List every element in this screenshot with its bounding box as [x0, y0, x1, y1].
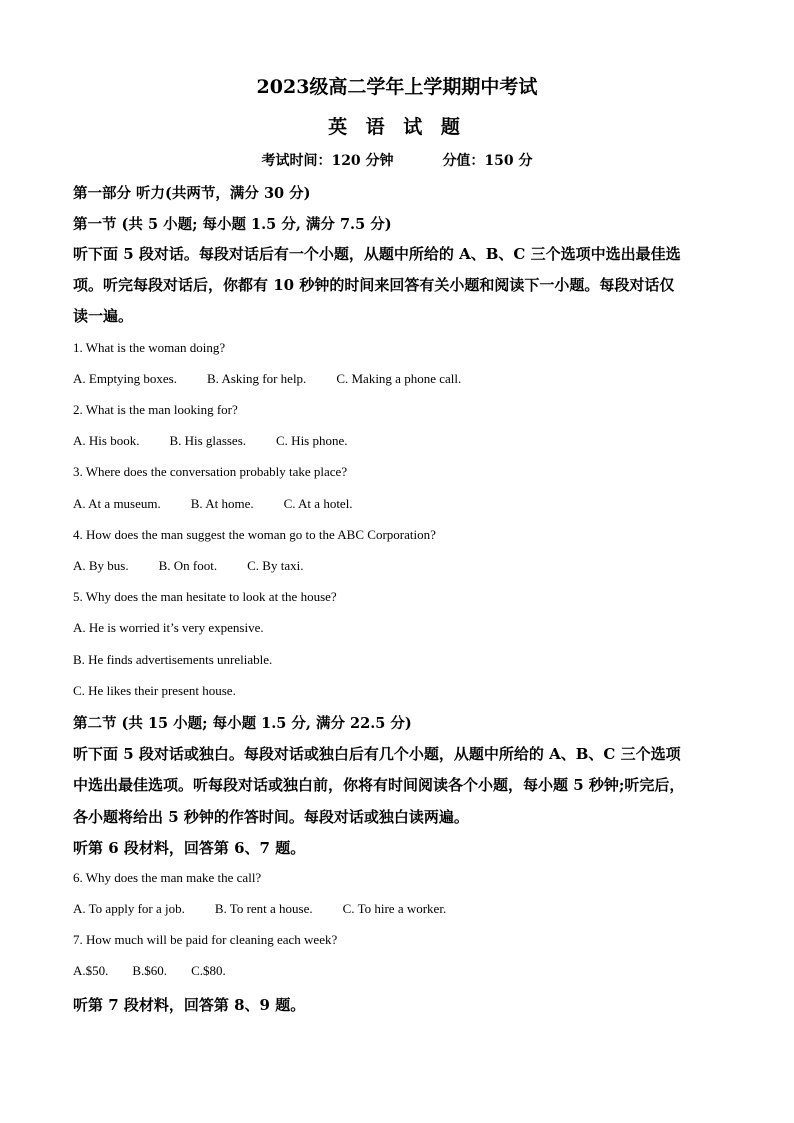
option-b: B. On foot.	[158, 558, 218, 573]
option-c: C. Making a phone call.	[336, 371, 462, 386]
subject-title: 英 语 试 题	[328, 116, 466, 138]
question-3: 3. Where does the conversation probably take place?	[73, 464, 348, 479]
question-6: 6. Why does the man make the call?	[73, 870, 262, 885]
question-5-option-b: B. He finds advertisements unreliable.	[73, 652, 273, 667]
option-b: B.$60.	[132, 963, 168, 978]
question-5-option-c: C. He likes their present house.	[73, 683, 236, 698]
material-6-heading: 听第 6 段材料，回答第 6、7 题。	[73, 839, 306, 857]
option-c: C. To hire a worker.	[342, 901, 447, 916]
question-5: 5. Why does the man hesitate to look at the house?	[73, 589, 337, 604]
question-4: 4. How does the man suggest the woman go to the ABC Corporation?	[73, 527, 436, 542]
option-c: C. At a hotel.	[283, 496, 353, 511]
part1-title: 第一部分 听力(共两节，满分 30 分)	[73, 185, 311, 202]
option-a: A.$50.	[73, 963, 109, 978]
section2-instructions-line-2: 中选出最佳选项。听每段对话或独白前，你将有时间阅读各个小题，每小题 5 秒钟;听完后，	[73, 776, 685, 794]
section1-instructions-line-2: 项。听完每段对话后，你都有 10 秒钟的时间来回答有关小题和阅读下一小题。每段对话仅	[73, 276, 675, 294]
question-7: 7. How much will be paid for cleaning each week?	[73, 932, 338, 947]
option-a: A. To apply for a job.	[73, 901, 185, 916]
exam-score: 分值：150 分	[442, 153, 533, 169]
question-7-options	[73, 963, 733, 979]
question-2-options	[73, 433, 733, 449]
question-4-options	[73, 558, 733, 574]
material-7-heading: 听第 7 段材料，回答第 8、9 题。	[73, 996, 306, 1014]
section1-title: 第一节 (共 5 小题; 每小题 1.5 分, 满分 7.5 分)	[73, 216, 392, 233]
option-b: B. Asking for help.	[207, 371, 307, 386]
option-a: A. His book.	[73, 433, 140, 448]
question-5-option-a: A. He is worried it’s very expensive.	[73, 620, 264, 635]
option-a: A. Emptying boxes.	[73, 371, 177, 386]
option-c: C. His phone.	[276, 433, 348, 448]
question-2: 2. What is the man looking for?	[73, 402, 238, 417]
option-c: C.$80.	[191, 963, 226, 978]
exam-title: 2023级高二学年上学期期中考试	[256, 76, 538, 98]
option-a: A. At a museum.	[73, 496, 161, 511]
section2-instructions-line-1: 听下面 5 段对话或独白。每段对话或独白后有几个小题，从题中所给的 A、B、C 三个选项	[73, 745, 681, 763]
exam-time: 考试时间：120 分钟	[261, 153, 394, 169]
option-b: B. His glasses.	[169, 433, 247, 448]
option-a: A. By bus.	[73, 558, 129, 573]
option-b: B. To rent a house.	[214, 901, 313, 916]
section2-instructions-line-3: 各小题将给出 5 秒钟的作答时间。每段对话或独白读两遍。	[73, 808, 469, 826]
option-b: B. At home.	[190, 496, 254, 511]
exam-meta	[0, 150, 794, 170]
section1-instructions-line-3: 读一遍。	[73, 307, 134, 325]
option-c: C. By taxi.	[247, 558, 304, 573]
question-1: 1. What is the woman doing?	[73, 340, 226, 355]
section1-instructions-line-1: 听下面 5 段对话。每段对话后有一个小题，从题中所给的 A、B、C 三个选项中选出最佳选	[73, 245, 681, 263]
question-1-options	[73, 371, 733, 387]
question-3-options	[73, 496, 733, 512]
question-6-options	[73, 901, 733, 917]
section2-title: 第二节 (共 15 小题; 每小题 1.5 分, 满分 22.5 分)	[73, 715, 412, 732]
